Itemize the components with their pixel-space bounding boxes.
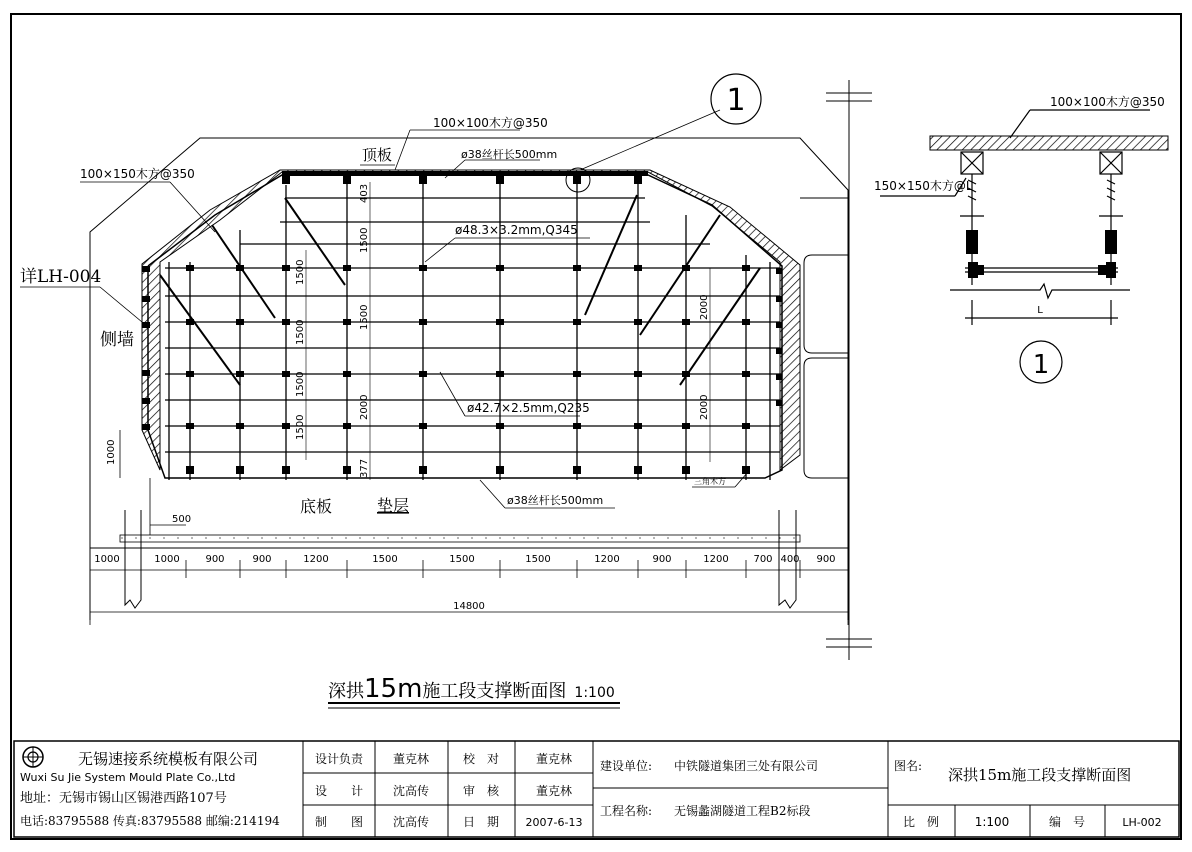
person-name: 沈高传 [392,784,430,798]
bdim: 700 [753,554,773,565]
drawing-date: 2007-6-13 [525,816,583,829]
side-chambers [804,255,848,478]
drawing-name-value: 深拱15m施工段支撑断面图 [948,766,1132,784]
role-label: 日 期 [462,815,500,829]
inner-lining [148,175,782,478]
person-name: 董克林 [392,752,430,766]
bdim: 900 [652,554,672,565]
label-top-slab: 顶板 [362,146,393,164]
vdim-mid: 377 [359,458,370,478]
bdim: 1000 [154,554,180,565]
project-value: 无锡蠡湖隧道工程B2标段 [674,804,811,818]
detail-1 [874,94,1168,383]
scale-label: 比 例 [902,815,940,829]
title-block [14,741,1179,837]
builder-label: 建设单位: [600,759,653,773]
vdim-mid: 1500 [359,304,370,330]
label-bottom-slab: 底板 [300,497,333,516]
builder-value: 中铁隧道集团三处有限公司 [674,759,819,773]
bdim: 1500 [372,554,398,565]
detail-top-label: 100×100木方@350 [1050,95,1165,109]
bdim: 1200 [594,554,620,565]
company-name-cn: 无锡速接系统模板有限公司 [78,750,259,768]
company-address: 地址：无锡市锡山区锡港西路107号 [20,791,227,806]
dim-total: 14800 [453,601,485,612]
main-section [20,74,872,660]
company-logo-icon [23,747,43,767]
label-side-timber: 100×150木方@350 [80,167,195,181]
bdim: 1200 [303,554,329,565]
vdim-left: 1500 [295,371,306,397]
bdim: 1500 [449,554,475,565]
bottom-dims [94,554,835,565]
bottom-dim-line [90,430,848,625]
scale-value: 1:100 [974,815,1010,829]
label-pipe-main: ø48.3×3.2mm,Q345 [455,223,578,237]
dim-500: 500 [172,514,192,525]
label-side-wall: 侧墙 [100,330,134,350]
drawing-name-label: 图名: [894,759,923,773]
label-detail-ref: 详LH-004 [20,267,102,287]
detail-left-label: 150×150木方@L [874,179,973,193]
bdim: 900 [205,554,225,565]
role-label: 设 计 [314,784,364,798]
bdim: 900 [252,554,272,565]
label-top-timber: 100×100木方@350 [433,116,548,130]
vdim-right: 2000 [699,294,710,320]
label-triangle-timber: 三角木方 [694,477,726,486]
person-name: 董克林 [535,784,573,798]
bdim: 400 [780,554,800,565]
detail-slab [930,136,1168,150]
vdim-right: 2000 [699,394,710,420]
bdim: 900 [816,554,836,565]
drawing-title [328,674,620,708]
callout-number: 1 [726,83,746,118]
role-label: 制 图 [314,815,364,829]
break-marks [826,80,872,660]
vdim-left: 1500 [295,259,306,285]
detail-callout-number: 1 [1032,350,1050,380]
person-name: 董克林 [535,752,573,766]
label-cushion: 垫层 [377,496,410,515]
vdim-left: 1500 [295,319,306,345]
vdim-mid: 1500 [359,227,370,253]
company-contact: 电话:83795588 传真:83795588 邮编:214194 [20,814,280,828]
bdim: 1200 [703,554,729,565]
cushion-band [120,535,800,542]
number-value: LH-002 [1122,816,1162,829]
role-label: 设计负责 [314,752,364,766]
label-bottom-steel: ø38丝杆长500mm [507,494,604,507]
vdim-mid: 2000 [359,394,370,420]
company-name-en: Wuxi Su Jie System Mould Plate Co.,Ltd [20,771,236,784]
title-text: 深拱15m施工段支撑断面图 1:100 [328,674,615,704]
vdim-mid: 403 [359,183,370,203]
dim-1000-vertical: 1000 [106,439,117,465]
role-label: 审 核 [462,784,500,798]
label-pipe-sec: ø42.7×2.5mm,Q235 [467,401,590,415]
detail-span-label: L [1037,305,1043,316]
person-name: 沈高传 [392,815,430,829]
project-label: 工程名称: [600,804,653,818]
vdim-left: 1500 [295,414,306,440]
bdim: 1500 [525,554,551,565]
bdim: 1000 [94,554,120,565]
top-timber [282,171,648,176]
label-top-steel: ø38丝杆长500mm [461,148,558,161]
role-label: 校 对 [462,752,500,766]
number-label: 编 号 [1048,815,1086,829]
